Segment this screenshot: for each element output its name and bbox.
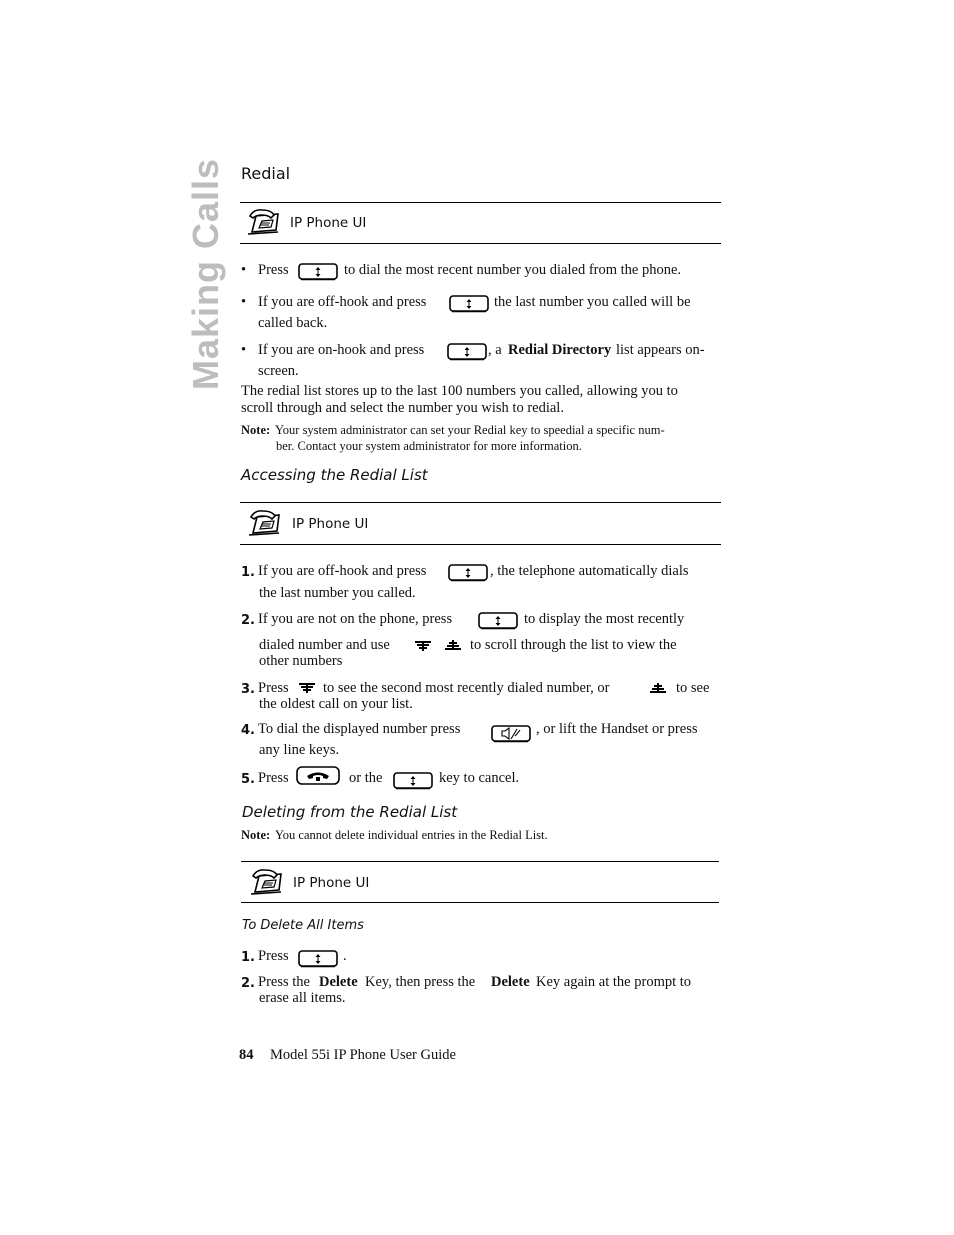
step-text: to scroll through the list to view the [470,637,677,653]
step-text: or the [349,770,383,786]
chapter-side-title: Making Calls [185,157,226,390]
scroll-up-arrow-icon [649,682,667,694]
redial-key-icon [449,295,489,313]
note-label: Note: [241,423,271,437]
delete-term: Delete [319,974,358,990]
paragraph-line: scroll through and select the number you wish to redial. [241,400,564,416]
bullet-text: to dial the most recent number you dialed from the phone. [344,262,682,278]
note-text: You cannot delete individual entries in the Redial List. [275,828,548,842]
scroll-down-arrow-icon [414,640,432,652]
step-text: to see [676,680,710,696]
bullet-text: If you are off-hook and press [258,294,427,310]
step-number: 1. [241,950,255,965]
delete-term: Delete [491,974,530,990]
bullet-item: • [241,342,247,358]
step-text: To dial the displayed number press [258,721,461,737]
page-number: 84 [239,1047,254,1063]
scroll-up-arrow-icon [444,639,462,651]
ui-label: IP Phone UI [293,875,370,891]
step-text: other numbers [259,653,343,669]
ui-label: IP Phone UI [290,215,367,231]
section-title: Redial [241,164,291,183]
bullet-item: • [241,262,247,278]
redial-key-icon [448,564,488,582]
speaker-key-icon [491,725,531,743]
bullet-text: If you are on-hook and press [258,342,425,358]
subsection-title: Deleting from the Redial List [242,803,458,821]
paragraph-line: The redial list stores up to the last 100 numbers you called, allowing you to [241,383,678,399]
step-text: key to cancel. [439,770,520,786]
scroll-down-arrow-icon [298,682,316,694]
redial-directory-term: Redial Directory [508,342,612,358]
bullet-text: , a [488,342,502,358]
footer-title: Model 55i IP Phone User Guide [270,1047,456,1063]
step-text: . [343,948,347,964]
note-text: Your system administrator can set your Redial key to speedial a specific num- [275,423,665,437]
step-number: 5. [241,772,255,787]
step-text: any line keys. [259,742,340,758]
ui-box-bottom-rule [241,902,719,903]
step-text: , or lift the Handset or press [536,721,698,737]
step-text: Key, then press the [365,974,476,990]
step-text: Press the [258,974,310,990]
redial-key-icon [298,263,338,281]
step-text: If you are off-hook and press [258,563,427,579]
step-number: 2. [241,613,255,628]
ui-box-top-rule [240,502,721,503]
ui-box-top-rule [240,202,721,203]
ui-box-top-rule [241,861,719,862]
step-number: 3. [241,682,255,697]
redial-key-icon [393,772,433,790]
bullet-item: • [241,294,247,310]
redial-key-icon [478,612,518,630]
step-text: erase all items. [259,990,346,1006]
step-text: to display the most recently [524,611,685,627]
redial-key-icon [298,950,338,968]
subsection-title: To Delete All Items [242,918,364,933]
step-text: Press [258,948,289,964]
bullet-text: the last number you called will be [494,294,691,310]
redial-key-icon [447,343,487,361]
bullet-text: screen. [258,363,299,379]
ui-label: IP Phone UI [292,516,369,532]
step-text: dialed number and use [259,637,390,653]
step-text: Key again at the prompt to [536,974,692,990]
step-number: 4. [241,723,255,738]
desk-phone-icon [246,208,282,236]
step-text: Press [258,680,289,696]
note-text: ber. Contact your system administrator for more information. [276,439,582,453]
step-text: , the telephone automatically dials [490,563,689,579]
bullet-text: list appears on- [616,342,705,358]
note-label: Note: [241,828,271,842]
bullet-text: Press [258,262,289,278]
subsection-title: Accessing the Redial List [241,466,428,484]
desk-phone-icon [249,868,285,896]
step-text: the oldest call on your list. [259,696,413,712]
step-number: 1. [241,565,255,580]
step-text: the last number you called. [259,585,416,601]
bullet-text: called back. [258,315,328,331]
desk-phone-icon [247,509,283,537]
step-text: to see the second most recently dialed number, or [323,680,610,696]
ui-box-bottom-rule [240,544,721,545]
step-text: Press [258,770,289,786]
step-text: If you are not on the phone, press [258,611,453,627]
goodbye-key-icon [296,766,340,786]
ui-box-bottom-rule [240,243,721,244]
step-number: 2. [241,976,255,991]
